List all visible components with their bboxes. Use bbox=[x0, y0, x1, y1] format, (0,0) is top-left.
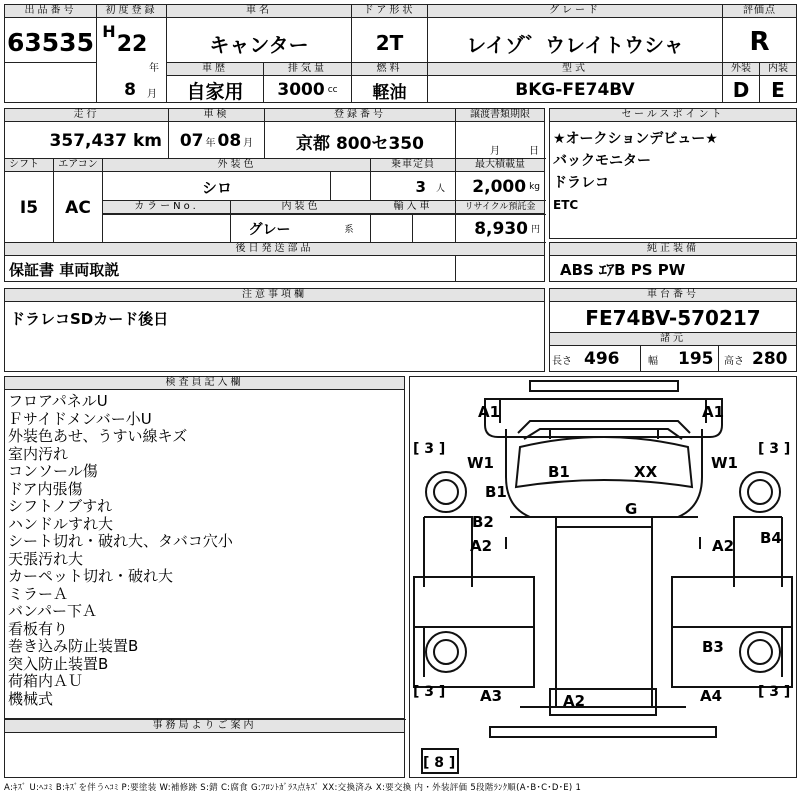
door-type-label: ドア形状 bbox=[352, 5, 427, 18]
inspector-note: シフトノブすれ bbox=[8, 497, 113, 515]
damage-legend: A:ｷｽﾞ U:ﾍｺﾐ B:ｷｽﾞを伴うﾍｺﾐ P:要塗装 W:補修跡 S:錆 C:腐食 G:ﾌﾛﾝﾄｶﾞﾗｽ点ｷｽﾞ XX:交換済み X:要交換 内・外装評価 5段階ﾗﾝｸ順(A･B･C･D･E) 1 bbox=[4, 783, 582, 793]
interior-label: 内装 bbox=[760, 63, 796, 76]
damage-a3: A3 bbox=[480, 687, 503, 705]
sales-point: ETC bbox=[553, 198, 579, 212]
score-label: 評価点 bbox=[723, 5, 796, 18]
registration-month: 8 bbox=[124, 80, 136, 100]
displacement-value: 3000 bbox=[277, 80, 325, 100]
damage-w1-left: W1 bbox=[467, 454, 494, 472]
plate-number: 京都 800セ350 bbox=[296, 133, 424, 154]
length-label: 長さ bbox=[552, 355, 572, 367]
damage-g: G bbox=[625, 500, 638, 518]
damage-b3: B3 bbox=[702, 638, 724, 656]
era-mark: H bbox=[102, 21, 116, 41]
notes-label: 注意事項欄 bbox=[5, 289, 544, 302]
first-registration-label: 初度登録 bbox=[97, 5, 166, 18]
width-value: 195 bbox=[678, 349, 714, 369]
shift: I5 bbox=[19, 197, 39, 218]
spare-tire-tread: [ 8 ] bbox=[423, 755, 456, 771]
height-label: 高さ bbox=[724, 355, 744, 367]
sales-point: ドラレコ bbox=[553, 175, 609, 191]
inspection-month-unit: 月 bbox=[243, 137, 254, 149]
max-load-label: 最大積載量 bbox=[456, 159, 544, 172]
sales-point: ★オークションデビュー★ bbox=[553, 131, 718, 147]
displacement bbox=[264, 77, 351, 103]
sales-points-label: セールスポイント bbox=[550, 109, 796, 122]
equipment: ABS ｴｱB PS PW bbox=[560, 260, 686, 279]
later-parts: 保証書 車両取説 bbox=[9, 260, 120, 279]
dim-length bbox=[552, 347, 632, 371]
transfer-month: 月 bbox=[490, 145, 500, 157]
inspection-month: 08 bbox=[217, 131, 242, 151]
mileage-value: 357,437 bbox=[49, 131, 127, 151]
sales-point: バックモニター bbox=[553, 153, 651, 169]
mileage-label: 走行 bbox=[5, 109, 168, 122]
interior-color-unit: 系 bbox=[344, 225, 354, 235]
inspector-note: 荷箱内ＡＵ bbox=[8, 672, 84, 690]
chassis-number: FE74BV-570217 bbox=[585, 306, 761, 330]
truck-outline-diagram bbox=[410, 377, 796, 777]
dim-height bbox=[724, 347, 796, 371]
dim-width bbox=[648, 347, 718, 371]
inspector-note: 天張汚れ大 bbox=[8, 549, 84, 568]
damage-a2-right: A2 bbox=[712, 537, 735, 555]
capacity-label: 乗車定員 bbox=[371, 159, 455, 172]
inspector-note: 外装色あせ、うすい線キズ bbox=[8, 427, 188, 445]
inspection-year-unit: 年 bbox=[205, 137, 216, 149]
registration-year: 22 bbox=[116, 31, 148, 57]
damage-b1-cab: B1 bbox=[548, 463, 570, 481]
month-unit: 月 bbox=[147, 88, 157, 100]
aircon-label: エアコン bbox=[54, 159, 102, 172]
equipment-label: 純正装備 bbox=[550, 243, 796, 256]
displacement-label: 排気量 bbox=[264, 63, 351, 76]
max-load bbox=[456, 173, 544, 201]
tire-tread-front-left: [ 3 ] bbox=[413, 441, 446, 457]
mileage-unit: km bbox=[132, 131, 162, 151]
inspector-note: フロアパネルU bbox=[8, 392, 108, 410]
inspector-note: 巻き込み防止装置B bbox=[8, 637, 139, 655]
chassis-label: 車台番号 bbox=[550, 289, 796, 302]
grade: レイゾ゛ウレイトウシャ bbox=[466, 32, 684, 57]
recycle-fee-label: リサイクル預託金 bbox=[456, 201, 544, 214]
damage-b4: B4 bbox=[760, 529, 782, 547]
tire-tread-rear-right: [ 3 ] bbox=[758, 684, 791, 700]
tire-tread-rear-left: [ 3 ] bbox=[413, 684, 446, 700]
interior-color bbox=[231, 215, 371, 242]
mileage bbox=[5, 123, 168, 159]
damage-b2: B2 bbox=[472, 513, 494, 531]
aircon: AC bbox=[65, 197, 91, 218]
inspector-note: シート切れ・破れ大、タバコ穴小 bbox=[8, 532, 233, 550]
length-value: 496 bbox=[584, 349, 620, 369]
inspection-date bbox=[169, 123, 264, 159]
later-parts-label: 後日発送部品 bbox=[5, 243, 544, 256]
lot-number: 63535 bbox=[7, 27, 94, 57]
model-label: 型式 bbox=[428, 63, 722, 76]
transfer-day: 日 bbox=[529, 145, 539, 157]
tire-tread-front-right: [ 3 ] bbox=[758, 441, 791, 457]
displacement-unit: cc bbox=[327, 85, 338, 95]
capacity-value: 3 bbox=[415, 178, 426, 196]
fuel: 軽油 bbox=[372, 82, 407, 103]
damage-w1-right: W1 bbox=[711, 454, 738, 472]
sales-points-list bbox=[553, 128, 718, 216]
inspector-note: コンソール傷 bbox=[8, 462, 98, 480]
color-number-label: カラーNo. bbox=[103, 201, 230, 214]
vehicle-history: 自家用 bbox=[186, 80, 244, 103]
year-unit: 年 bbox=[149, 62, 159, 74]
office-notice-label: 事務局よりご案内 bbox=[5, 720, 404, 733]
capacity bbox=[371, 173, 455, 201]
car-name: キャンター bbox=[209, 32, 309, 57]
damage-b1-side: B1 bbox=[485, 483, 507, 501]
interior-color-value: グレー bbox=[248, 221, 291, 238]
dimensions-label: 諸元 bbox=[550, 333, 796, 346]
lot-number-label: 出品番号 bbox=[5, 5, 96, 18]
plate-label: 登録番号 bbox=[265, 109, 455, 122]
interior-grade: E bbox=[771, 78, 785, 102]
inspector-notes-list bbox=[8, 393, 233, 708]
shift-label: シフト bbox=[5, 159, 53, 172]
inspector-note: Ｆサイドメンバー小U bbox=[8, 409, 152, 428]
exterior-color: シロ bbox=[201, 178, 232, 197]
interior-color-label: 内装色 bbox=[231, 201, 371, 214]
height-value: 280 bbox=[752, 349, 788, 369]
recycle-fee-unit: 円 bbox=[530, 225, 540, 235]
damage-a2-left: A2 bbox=[470, 537, 493, 555]
max-load-value: 2,000 bbox=[472, 177, 527, 197]
color-label: 外装色 bbox=[103, 159, 371, 172]
car-name-label: 車名 bbox=[167, 5, 351, 18]
max-load-unit: kg bbox=[529, 182, 540, 192]
damage-xx: XX bbox=[634, 463, 658, 481]
inspection-label: 車検 bbox=[169, 109, 264, 122]
inspector-note: 看板有り bbox=[8, 619, 69, 638]
model-code: BKG-FE74BV bbox=[515, 80, 635, 100]
capacity-unit: 人 bbox=[435, 183, 445, 194]
damage-a2-rear: A2 bbox=[563, 692, 586, 710]
door-type: 2T bbox=[375, 31, 404, 55]
grade-label: グレード bbox=[428, 5, 722, 18]
inspector-note: 突入防止装置B bbox=[8, 654, 109, 673]
damage-a4: A4 bbox=[700, 687, 723, 705]
inspection-year: 07 bbox=[179, 131, 204, 151]
inspector-note: 室内汚れ bbox=[8, 444, 69, 463]
exterior-grade: D bbox=[732, 78, 750, 102]
inspector-notes-label: 検査員記入欄 bbox=[5, 377, 404, 390]
history-label: 車歴 bbox=[167, 63, 263, 76]
recycle-fee-value: 8,930 bbox=[474, 218, 528, 239]
recycle-fee bbox=[456, 215, 544, 242]
damage-a1-left: A1 bbox=[478, 403, 501, 421]
inspector-note: ミラーＡ bbox=[8, 584, 69, 603]
score: R bbox=[749, 27, 770, 57]
exterior-label: 外装 bbox=[723, 63, 759, 76]
width-label: 幅 bbox=[648, 355, 658, 367]
import-label: 輸入車 bbox=[371, 201, 455, 214]
damage-a1-right: A1 bbox=[702, 403, 725, 421]
inspector-note: カーペット切れ・破れ大 bbox=[8, 567, 174, 585]
transfer-deadline-label: 譲渡書類期限 bbox=[456, 109, 544, 122]
inspector-note: バンパー下Ａ bbox=[8, 602, 97, 620]
inspector-note: 機械式 bbox=[8, 689, 54, 708]
inspector-note: ハンドルすれ大 bbox=[8, 514, 114, 533]
notes-text: ドラレコSDカード後日 bbox=[10, 309, 169, 328]
fuel-label: 燃料 bbox=[352, 63, 427, 76]
inspector-note: ドア内張傷 bbox=[8, 479, 83, 498]
